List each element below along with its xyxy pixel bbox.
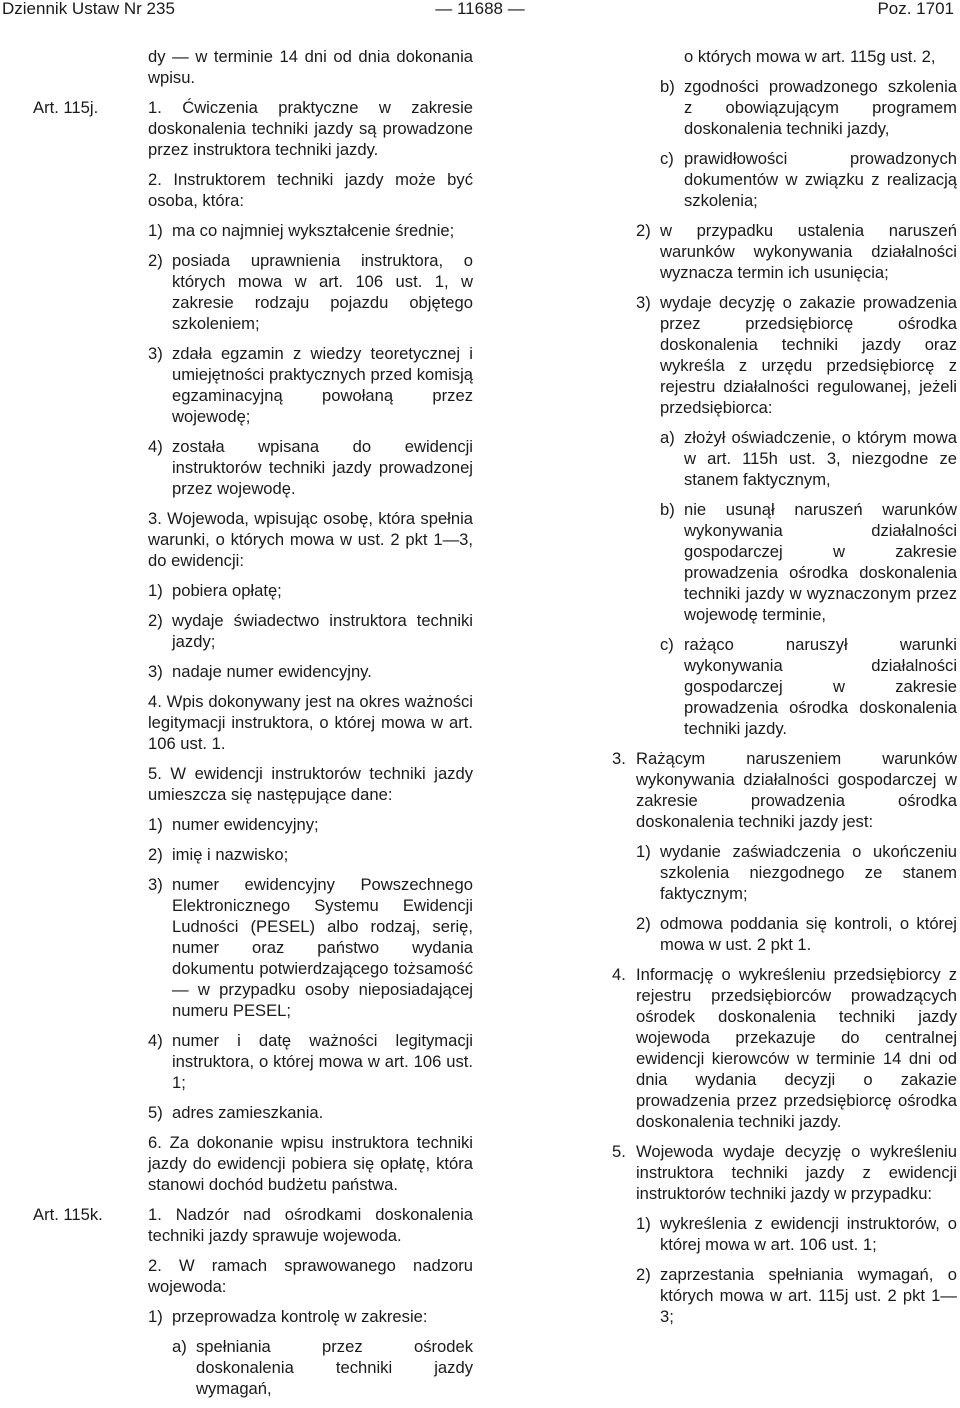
item-label: 5) [148,1103,163,1122]
section-4 [612,964,957,1132]
list-item [33,220,473,241]
article-115k-section-2: 2. W ramach sprawowanego nadzoru wojewoda: [148,1256,473,1296]
list-item [33,661,473,682]
item-text: prawidłowości prowadzonych dokumentów w związku z realizacją szkolenia; [684,149,957,210]
item-text: numer ewidencyjny; [172,815,319,834]
item-text: Informację o wykreśleniu przedsiębiorcy z rejestru przedsiębiorców prowadzących ośrodek doskonalenia techniki jazdy wojewoda przekazuje do centralnej ewidencji kierowców w terminie 14 dni od dnia wydania decyzji o zakazie prowadzenia przez przedsiębiorcę ośrodka doskonalenia techniki jazdy. [636,965,957,1131]
right-column [612,46,957,1336]
list-item [33,610,473,652]
item-text: wykreślenia z ewidencji instruktorów, o której mowa w art. 106 ust. 1; [660,1214,957,1254]
article-115j-section-3: 3. Wojewoda, wpisując osobę, która spełnia warunki, o których mowa w ust. 2 pkt 1—3, do ewidencji: [148,509,473,570]
item-text: adres zamieszkania. [172,1103,324,1122]
item-label: a) [172,1337,187,1356]
item-text: imię i nazwisko; [172,845,289,864]
list-item [612,1264,957,1327]
item-label: b) [660,77,675,96]
item-text: ma co najmniej wykształcenie średnie; [172,221,455,240]
journal-title: Dziennik Ustaw Nr 235 [2,0,175,18]
list-item [33,874,473,1021]
item-label: 2) [636,221,651,240]
item-label: 1) [636,842,651,861]
page-number: — 11688 — [435,0,525,18]
section-3 [612,748,957,832]
item-label: 1) [148,1307,163,1326]
item-text: Rażącym naruszeniem warunków wykonywania działalności gospodarczej w zakresie prowadzenia ośrodka doskonalenia techniki jazdy jest: [636,749,957,831]
page-header [0,0,960,28]
article-label: Art. 115j. [33,98,99,117]
item-label: 4) [148,437,163,456]
item-label: 5. [612,1142,626,1161]
item-text: zaprzestania spełniania wymagań, o których mowa w art. 115j ust. 2 pkt 1—3; [660,1265,957,1326]
item-text: zdała egzamin z wiedzy teoretycznej i umiejętności praktycznych przed komisją egzaminacyjną powołaną przez wojewodę; [172,344,473,426]
item-text: nadaje numer ewidencyjny. [172,662,372,681]
item-label: 2) [148,251,163,270]
list-item [612,148,957,211]
list-item [612,913,957,955]
item-label: 2) [636,1265,651,1284]
item-text: wydanie zaświadczenia o ukończeniu szkolenia niezgodnego ze stanem faktycznym; [660,842,957,903]
section-5 [612,1141,957,1204]
article-115k-section-1 [33,1204,473,1246]
continued-paragraph: o których mowa w art. 115g ust. 2, [684,47,936,66]
item-label: 4. [612,965,626,984]
list-item [33,580,473,601]
item-label: 3) [148,875,163,894]
item-label: a) [660,428,675,447]
list-item [612,427,957,490]
list-item [33,436,473,499]
list-item [33,844,473,865]
item-text: wydaje świadectwo instruktora techniki jazdy; [172,611,473,651]
item-label: c) [660,635,674,654]
item-text: numer i datę ważności legitymacji instruktora, o której mowa w art. 106 ust. 1; [172,1031,473,1092]
item-label: 3. [612,749,626,768]
list-item [33,250,473,334]
list-item [33,1102,473,1123]
list-item [33,1306,473,1327]
item-text: numer ewidencyjny Powszechnego Elektronicznego Systemu Ewidencji Ludności (PESEL) albo rodzaj, serię, numer oraz państwo wydania dokumentu potwierdzającego tożsamość — w przypadku osoby nieposiadającej numeru PESEL; [172,875,473,1020]
item-label: 1) [636,1214,651,1233]
section-text: 1. Ćwiczenia praktyczne w zakresie doskonalenia techniki jazdy są prowadzone przez instruktora techniki jazdy. [148,98,473,159]
article-label: Art. 115k. [33,1205,103,1224]
item-text: przeprowadza kontrolę w zakresie: [172,1307,428,1326]
list-item [33,343,473,427]
item-label: 3) [148,662,163,681]
item-text: spełniania przez ośrodek doskonalenia techniki jazdy wymagań, [196,1337,473,1398]
list-item [612,499,957,625]
item-label: 4) [148,1031,163,1050]
item-label: 1) [148,221,163,240]
item-text: złożył oświadczenie, o którym mowa w art. 115h ust. 3, niezgodne ze stanem faktycznym, [684,428,957,489]
article-115j-section-5: 5. W ewidencji instruktorów techniki jazdy umieszcza się następujące dane: [148,764,473,804]
position-number: Poz. 1701 [877,0,954,18]
item-label: c) [660,149,674,168]
item-label: 3) [636,293,651,312]
item-text: została wpisana do ewidencji instruktorów techniki jazdy prowadzonej przez wojewodę. [172,437,473,498]
article-115j-section-2: 2. Instruktorem techniki jazdy może być osoba, która: [148,170,473,210]
item-text: zgodności prowadzonego szkolenia z obowiązującym programem doskonalenia techniki jazdy, [684,77,957,138]
item-text: pobiera opłatę; [172,581,282,600]
item-text: odmowa poddania się kontroli, o której mowa w ust. 2 pkt 1. [660,914,957,954]
item-label: b) [660,500,675,519]
item-label: 1) [148,815,163,834]
item-label: 2) [636,914,651,933]
article-115j-section-4: 4. Wpis dokonywany jest na okres ważności legitymacji instruktora, o której mowa w art. 106 ust. 1. [148,692,473,753]
item-text: w przypadku ustalenia naruszeń warunków wykonywania działalności wyznacza termin ich usunięcia; [660,221,957,282]
list-item [612,292,957,418]
article-115j-section-6: 6. Za dokonanie wpisu instruktora techniki jazdy do ewidencji pobiera się opłatę, która stanowi dochód budżetu państwa. [148,1133,473,1194]
item-text: nie usunął naruszeń warunków wykonywania działalności gospodarczej w zakresie prowadzenia ośrodka doskonalenia techniki jazdy w wyznaczonym przez wojewodę terminie, [684,500,957,624]
list-item [33,1336,473,1399]
continued-paragraph: dy — w terminie 14 dni od dnia dokonania wpisu. [148,47,473,87]
article-115j-section-1 [33,97,473,160]
item-text: wydaje decyzję o zakazie prowadzenia przez przedsiębiorcę ośrodka doskonalenia techniki jazdy oraz wykreśla z urzędu przedsiębiorcę z rejestru działalności regulowanej, jeżeli przedsiębiorca: [660,293,957,417]
list-item [612,1213,957,1255]
item-label: 2) [148,611,163,630]
item-label: 1) [148,581,163,600]
list-item [33,1030,473,1093]
item-label: 2) [148,845,163,864]
left-column [33,46,473,1408]
item-label: 3) [148,344,163,363]
item-text: posiada uprawnienia instruktora, o których mowa w art. 106 ust. 1, w zakresie rodzaju pojazdu objętego szkoleniem; [172,251,473,333]
item-text: rażąco naruszył warunki wykonywania działalności gospodarczej w zakresie prowadzenia ośrodka doskonalenia techniki jazdy. [684,635,957,738]
list-item [33,814,473,835]
item-text: Wojewoda wydaje decyzję o wykreśleniu instruktora techniki jazdy z ewidencji instruktorów techniki jazdy w przypadku: [636,1142,957,1203]
list-item [612,841,957,904]
section-text: 1. Nadzór nad ośrodkami doskonalenia techniki jazdy sprawuje wojewoda. [148,1205,473,1245]
list-item [612,220,957,283]
list-item [612,76,957,139]
list-item [612,634,957,739]
